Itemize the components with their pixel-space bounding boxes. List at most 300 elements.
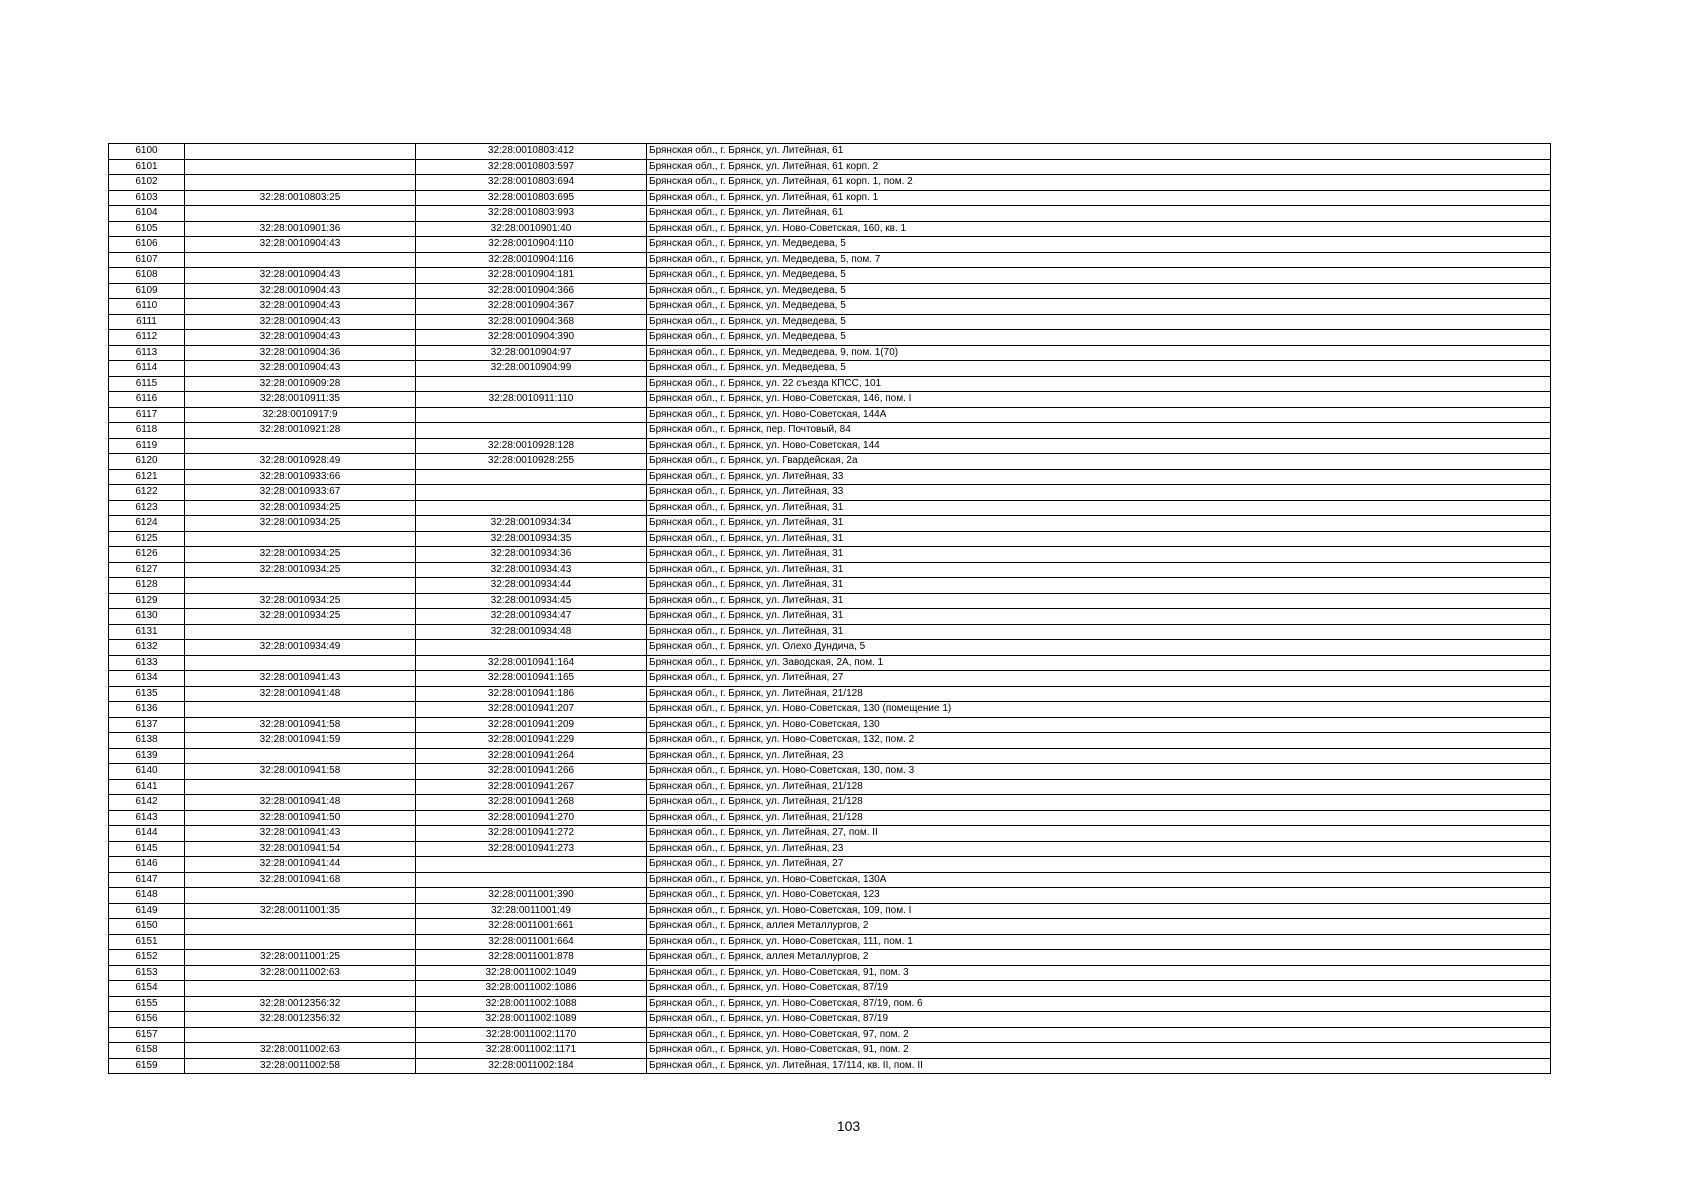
table-row (109, 283, 1551, 299)
land-cadastral-number-cell (185, 159, 416, 175)
land-cadastral-number-cell: 32:28:0010909:28 (185, 376, 416, 392)
land-cadastral-number-cell: 32:28:0010904:43 (185, 314, 416, 330)
table-row (109, 392, 1551, 408)
address-cell: Брянская обл., г. Брянск, ул. Литейная, 31 (647, 624, 1551, 640)
table-row (109, 299, 1551, 315)
address-cell: Брянская обл., г. Брянск, ул. Литейная, 31 (647, 531, 1551, 547)
row-number-cell: 6134 (109, 671, 185, 687)
table-row (109, 888, 1551, 904)
object-cadastral-number-cell: 32:28:0011002:1086 (416, 981, 647, 997)
land-cadastral-number-cell: 32:28:0010934:25 (185, 562, 416, 578)
object-cadastral-number-cell: 32:28:0010904:116 (416, 252, 647, 268)
row-number-cell: 6157 (109, 1027, 185, 1043)
row-number-cell: 6139 (109, 748, 185, 764)
object-cadastral-number-cell: 32:28:0010904:110 (416, 237, 647, 253)
land-cadastral-number-cell: 32:28:0010934:25 (185, 516, 416, 532)
land-cadastral-number-cell: 32:28:0010941:58 (185, 717, 416, 733)
address-cell: Брянская обл., г. Брянск, ул. Ново-Советская, 130 (помещение 1) (647, 702, 1551, 718)
address-cell: Брянская обл., г. Брянск, ул. Литейная, 23 (647, 748, 1551, 764)
address-cell: Брянская обл., г. Брянск, ул. Литейная, 17/114, кв. II, пом. II (647, 1058, 1551, 1074)
table-row (109, 919, 1551, 935)
address-cell: Брянская обл., г. Брянск, ул. Литейная, 31 (647, 562, 1551, 578)
page-number: 103 (836, 1118, 861, 1134)
object-cadastral-number-cell (416, 423, 647, 439)
table-row (109, 345, 1551, 361)
row-number-cell: 6112 (109, 330, 185, 346)
land-cadastral-number-cell: 32:28:0011002:63 (185, 965, 416, 981)
row-number-cell: 6121 (109, 469, 185, 485)
row-number-cell: 6145 (109, 841, 185, 857)
land-cadastral-number-cell: 32:28:0010941:59 (185, 733, 416, 749)
object-cadastral-number-cell: 32:28:0010941:186 (416, 686, 647, 702)
table-row (109, 516, 1551, 532)
address-cell: Брянская обл., г. Брянск, ул. Литейная, 31 (647, 609, 1551, 625)
object-cadastral-number-cell: 32:28:0010911:110 (416, 392, 647, 408)
row-number-cell: 6135 (109, 686, 185, 702)
row-number-cell: 6131 (109, 624, 185, 640)
address-cell: Брянская обл., г. Брянск, ул. Ново-Советская, 109, пом. I (647, 903, 1551, 919)
land-cadastral-number-cell: 32:28:0012356:32 (185, 1012, 416, 1028)
address-cell: Брянская обл., г. Брянск, ул. Ново-Советская, 91, пом. 3 (647, 965, 1551, 981)
row-number-cell: 6105 (109, 221, 185, 237)
land-cadastral-number-cell (185, 748, 416, 764)
address-cell: Брянская обл., г. Брянск, ул. Заводская, 2А, пом. 1 (647, 655, 1551, 671)
land-cadastral-number-cell: 32:28:0010904:43 (185, 283, 416, 299)
row-number-cell: 6128 (109, 578, 185, 594)
object-cadastral-number-cell: 32:28:0010941:207 (416, 702, 647, 718)
address-cell: Брянская обл., г. Брянск, аллея Металлургов, 2 (647, 950, 1551, 966)
object-cadastral-number-cell: 32:28:0010941:229 (416, 733, 647, 749)
object-cadastral-number-cell: 32:28:0011001:664 (416, 934, 647, 950)
land-cadastral-number-cell (185, 1027, 416, 1043)
address-cell: Брянская обл., г. Брянск, ул. Медведева, 5 (647, 314, 1551, 330)
address-cell: Брянская обл., г. Брянск, ул. 22 съезда КПСС, 101 (647, 376, 1551, 392)
row-number-cell: 6155 (109, 996, 185, 1012)
table-row (109, 500, 1551, 516)
table-row (109, 547, 1551, 563)
row-number-cell: 6116 (109, 392, 185, 408)
table-row (109, 826, 1551, 842)
object-cadastral-number-cell: 32:28:0011002:1171 (416, 1043, 647, 1059)
land-cadastral-number-cell (185, 438, 416, 454)
table-row (109, 965, 1551, 981)
address-cell: Брянская обл., г. Брянск, ул. Литейная, 61 (647, 206, 1551, 222)
table-row (109, 1027, 1551, 1043)
land-cadastral-number-cell: 32:28:0010904:43 (185, 237, 416, 253)
row-number-cell: 6111 (109, 314, 185, 330)
object-cadastral-number-cell: 32:28:0010941:267 (416, 779, 647, 795)
row-number-cell: 6100 (109, 144, 185, 160)
object-cadastral-number-cell: 32:28:0010904:97 (416, 345, 647, 361)
table-row (109, 330, 1551, 346)
land-cadastral-number-cell: 32:28:0011002:63 (185, 1043, 416, 1059)
table-row (109, 609, 1551, 625)
row-number-cell: 6132 (109, 640, 185, 656)
address-cell: Брянская обл., г. Брянск, ул. Ново-Советская, 146, пом. I (647, 392, 1551, 408)
row-number-cell: 6126 (109, 547, 185, 563)
land-cadastral-number-cell: 32:28:0010934:25 (185, 609, 416, 625)
row-number-cell: 6152 (109, 950, 185, 966)
address-cell: Брянская обл., г. Брянск, ул. Медведева, 5 (647, 299, 1551, 315)
row-number-cell: 6133 (109, 655, 185, 671)
address-cell: Брянская обл., г. Брянск, ул. Литейная, 31 (647, 516, 1551, 532)
address-cell: Брянская обл., г. Брянск, ул. Медведева, 9, пом. 1(70) (647, 345, 1551, 361)
table-row (109, 252, 1551, 268)
table-row (109, 733, 1551, 749)
address-cell: Брянская обл., г. Брянск, пер. Почтовый, 84 (647, 423, 1551, 439)
land-cadastral-number-cell: 32:28:0010934:25 (185, 547, 416, 563)
row-number-cell: 6125 (109, 531, 185, 547)
address-cell: Брянская обл., г. Брянск, ул. Ново-Советская, 144А (647, 407, 1551, 423)
land-cadastral-number-cell: 32:28:0010941:48 (185, 686, 416, 702)
table-row (109, 996, 1551, 1012)
object-cadastral-number-cell: 32:28:0010901:40 (416, 221, 647, 237)
land-cadastral-number-cell (185, 578, 416, 594)
table-row (109, 1012, 1551, 1028)
land-cadastral-number-cell (185, 981, 416, 997)
object-cadastral-number-cell: 32:28:0010934:43 (416, 562, 647, 578)
object-cadastral-number-cell: 32:28:0011001:390 (416, 888, 647, 904)
row-number-cell: 6129 (109, 593, 185, 609)
table-row (109, 981, 1551, 997)
object-cadastral-number-cell: 32:28:0011001:878 (416, 950, 647, 966)
address-cell: Брянская обл., г. Брянск, ул. Ново-Советская, 97, пом. 2 (647, 1027, 1551, 1043)
table-row (109, 454, 1551, 470)
table-row (109, 531, 1551, 547)
row-number-cell: 6147 (109, 872, 185, 888)
address-cell: Брянская обл., г. Брянск, ул. Литейная, 61 корп. 1, пом. 2 (647, 175, 1551, 191)
land-cadastral-number-cell: 32:28:0011002:58 (185, 1058, 416, 1074)
land-cadastral-number-cell: 32:28:0010904:43 (185, 299, 416, 315)
address-cell: Брянская обл., г. Брянск, ул. Литейная, 23 (647, 841, 1551, 857)
table-row (109, 206, 1551, 222)
table-row (109, 159, 1551, 175)
table-row (109, 857, 1551, 873)
row-number-cell: 6113 (109, 345, 185, 361)
table-row (109, 485, 1551, 501)
land-cadastral-number-cell (185, 934, 416, 950)
address-cell: Брянская обл., г. Брянск, ул. Медведева, 5 (647, 237, 1551, 253)
land-cadastral-number-cell (185, 206, 416, 222)
address-cell: Брянская обл., г. Брянск, ул. Ново-Советская, 87/19, пом. 6 (647, 996, 1551, 1012)
object-cadastral-number-cell: 32:28:0010904:366 (416, 283, 647, 299)
object-cadastral-number-cell: 32:28:0010941:264 (416, 748, 647, 764)
land-cadastral-number-cell: 32:28:0011001:25 (185, 950, 416, 966)
address-cell: Брянская обл., г. Брянск, ул. Ново-Советская, 87/19 (647, 981, 1551, 997)
table-row (109, 748, 1551, 764)
object-cadastral-number-cell: 32:28:0011002:1088 (416, 996, 647, 1012)
object-cadastral-number-cell (416, 407, 647, 423)
land-cadastral-number-cell: 32:28:0010904:43 (185, 361, 416, 377)
land-cadastral-number-cell: 32:28:0010904:43 (185, 268, 416, 284)
land-cadastral-number-cell (185, 531, 416, 547)
address-cell: Брянская обл., г. Брянск, ул. Литейная, 61 корп. 2 (647, 159, 1551, 175)
table-row (109, 376, 1551, 392)
row-number-cell: 6158 (109, 1043, 185, 1059)
row-number-cell: 6122 (109, 485, 185, 501)
object-cadastral-number-cell: 32:28:0010941:272 (416, 826, 647, 842)
address-cell: Брянская обл., г. Брянск, ул. Литейная, 31 (647, 578, 1551, 594)
land-cadastral-number-cell (185, 655, 416, 671)
object-cadastral-number-cell: 32:28:0011002:184 (416, 1058, 647, 1074)
address-cell: Брянская обл., г. Брянск, ул. Ново-Советская, 130, пом. 3 (647, 764, 1551, 780)
object-cadastral-number-cell: 32:28:0010941:266 (416, 764, 647, 780)
address-cell: Брянская обл., г. Брянск, аллея Металлургов, 2 (647, 919, 1551, 935)
table-row (109, 779, 1551, 795)
row-number-cell: 6118 (109, 423, 185, 439)
table-row (109, 314, 1551, 330)
object-cadastral-number-cell: 32:28:0010934:35 (416, 531, 647, 547)
row-number-cell: 6138 (109, 733, 185, 749)
row-number-cell: 6101 (109, 159, 185, 175)
row-number-cell: 6156 (109, 1012, 185, 1028)
land-cadastral-number-cell: 32:28:0010934:25 (185, 500, 416, 516)
row-number-cell: 6109 (109, 283, 185, 299)
table-row (109, 655, 1551, 671)
land-cadastral-number-cell: 32:28:0010933:67 (185, 485, 416, 501)
row-number-cell: 6103 (109, 190, 185, 206)
property-table (108, 143, 1551, 1074)
address-cell: Брянская обл., г. Брянск, ул. Литейная, 27, пом. II (647, 826, 1551, 842)
object-cadastral-number-cell: 32:28:0010934:36 (416, 547, 647, 563)
object-cadastral-number-cell: 32:28:0010941:165 (416, 671, 647, 687)
land-cadastral-number-cell (185, 779, 416, 795)
object-cadastral-number-cell: 32:28:0010803:412 (416, 144, 647, 160)
row-number-cell: 6108 (109, 268, 185, 284)
land-cadastral-number-cell: 32:28:0010941:44 (185, 857, 416, 873)
row-number-cell: 6141 (109, 779, 185, 795)
row-number-cell: 6107 (109, 252, 185, 268)
address-cell: Брянская обл., г. Брянск, ул. Литейная, 61 корп. 1 (647, 190, 1551, 206)
address-cell: Брянская обл., г. Брянск, ул. Ново-Советская, 130 (647, 717, 1551, 733)
address-cell: Брянская обл., г. Брянск, ул. Литейная, 21/128 (647, 686, 1551, 702)
row-number-cell: 6115 (109, 376, 185, 392)
address-cell: Брянская обл., г. Брянск, ул. Ново-Советская, 132, пом. 2 (647, 733, 1551, 749)
object-cadastral-number-cell: 32:28:0010904:181 (416, 268, 647, 284)
land-cadastral-number-cell: 32:28:0010904:36 (185, 345, 416, 361)
table-row (109, 686, 1551, 702)
table-row (109, 795, 1551, 811)
land-cadastral-number-cell: 32:28:0010928:49 (185, 454, 416, 470)
address-cell: Брянская обл., г. Брянск, ул. Ново-Советская, 160, кв. 1 (647, 221, 1551, 237)
object-cadastral-number-cell: 32:28:0010928:128 (416, 438, 647, 454)
table-row (109, 407, 1551, 423)
row-number-cell: 6159 (109, 1058, 185, 1074)
object-cadastral-number-cell: 32:28:0010904:367 (416, 299, 647, 315)
table-row (109, 1058, 1551, 1074)
object-cadastral-number-cell (416, 640, 647, 656)
object-cadastral-number-cell: 32:28:0011001:661 (416, 919, 647, 935)
object-cadastral-number-cell: 32:28:0010904:368 (416, 314, 647, 330)
row-number-cell: 6150 (109, 919, 185, 935)
object-cadastral-number-cell (416, 500, 647, 516)
land-cadastral-number-cell: 32:28:0010901:36 (185, 221, 416, 237)
land-cadastral-number-cell: 32:28:0010904:43 (185, 330, 416, 346)
table-row (109, 841, 1551, 857)
row-number-cell: 6124 (109, 516, 185, 532)
object-cadastral-number-cell: 32:28:0010803:993 (416, 206, 647, 222)
object-cadastral-number-cell: 32:28:0010934:47 (416, 609, 647, 625)
object-cadastral-number-cell: 32:28:0010934:34 (416, 516, 647, 532)
table-row (109, 872, 1551, 888)
table-row (109, 438, 1551, 454)
object-cadastral-number-cell: 32:28:0010941:209 (416, 717, 647, 733)
table-row (109, 624, 1551, 640)
row-number-cell: 6130 (109, 609, 185, 625)
object-cadastral-number-cell (416, 376, 647, 392)
table-row (109, 903, 1551, 919)
object-cadastral-number-cell (416, 469, 647, 485)
land-cadastral-number-cell: 32:28:0010921:28 (185, 423, 416, 439)
land-cadastral-number-cell: 32:28:0010941:43 (185, 826, 416, 842)
table-row (109, 702, 1551, 718)
table-row (109, 175, 1551, 191)
table-row (109, 950, 1551, 966)
object-cadastral-number-cell: 32:28:0010904:390 (416, 330, 647, 346)
table-row (109, 671, 1551, 687)
address-cell: Брянская обл., г. Брянск, ул. Литейная, 33 (647, 469, 1551, 485)
address-cell: Брянская обл., г. Брянск, ул. Ново-Советская, 91, пом. 2 (647, 1043, 1551, 1059)
row-number-cell: 6117 (109, 407, 185, 423)
address-cell: Брянская обл., г. Брянск, ул. Медведева, 5 (647, 361, 1551, 377)
row-number-cell: 6144 (109, 826, 185, 842)
table-row (109, 593, 1551, 609)
row-number-cell: 6140 (109, 764, 185, 780)
table-row (109, 144, 1551, 160)
land-cadastral-number-cell: 32:28:0010941:48 (185, 795, 416, 811)
table-row (109, 361, 1551, 377)
land-cadastral-number-cell: 32:28:0012356:32 (185, 996, 416, 1012)
row-number-cell: 6102 (109, 175, 185, 191)
address-cell: Брянская обл., г. Брянск, ул. Ново-Советская, 111, пом. 1 (647, 934, 1551, 950)
object-cadastral-number-cell: 32:28:0011002:1049 (416, 965, 647, 981)
address-cell: Брянская обл., г. Брянск, ул. Ново-Советская, 123 (647, 888, 1551, 904)
address-cell: Брянская обл., г. Брянск, ул. Литейная, 31 (647, 547, 1551, 563)
object-cadastral-number-cell: 32:28:0010941:164 (416, 655, 647, 671)
land-cadastral-number-cell (185, 888, 416, 904)
row-number-cell: 6104 (109, 206, 185, 222)
address-cell: Брянская обл., г. Брянск, ул. Литейная, 21/128 (647, 810, 1551, 826)
row-number-cell: 6151 (109, 934, 185, 950)
address-cell: Брянская обл., г. Брянск, ул. Литейная, 21/128 (647, 795, 1551, 811)
row-number-cell: 6148 (109, 888, 185, 904)
land-cadastral-number-cell: 32:28:0010911:35 (185, 392, 416, 408)
address-cell: Брянская обл., г. Брянск, ул. Медведева, 5 (647, 283, 1551, 299)
object-cadastral-number-cell: 32:28:0011001:49 (416, 903, 647, 919)
land-cadastral-number-cell: 32:28:0010941:43 (185, 671, 416, 687)
address-cell: Брянская обл., г. Брянск, ул. Литейная, 31 (647, 500, 1551, 516)
land-cadastral-number-cell (185, 144, 416, 160)
address-cell: Брянская обл., г. Брянск, ул. Литейная, 33 (647, 485, 1551, 501)
row-number-cell: 6149 (109, 903, 185, 919)
row-number-cell: 6153 (109, 965, 185, 981)
row-number-cell: 6137 (109, 717, 185, 733)
table-row (109, 423, 1551, 439)
table-row (109, 1043, 1551, 1059)
object-cadastral-number-cell: 32:28:0010934:48 (416, 624, 647, 640)
land-cadastral-number-cell: 32:28:0010917:9 (185, 407, 416, 423)
table-row (109, 934, 1551, 950)
table-row (109, 237, 1551, 253)
table-row (109, 221, 1551, 237)
row-number-cell: 6143 (109, 810, 185, 826)
row-number-cell: 6106 (109, 237, 185, 253)
row-number-cell: 6119 (109, 438, 185, 454)
table-row (109, 810, 1551, 826)
land-cadastral-number-cell: 32:28:0010941:58 (185, 764, 416, 780)
row-number-cell: 6114 (109, 361, 185, 377)
address-cell: Брянская обл., г. Брянск, ул. Олехо Дундича, 5 (647, 640, 1551, 656)
address-cell: Брянская обл., г. Брянск, ул. Ново-Советская, 144 (647, 438, 1551, 454)
object-cadastral-number-cell: 32:28:0010941:270 (416, 810, 647, 826)
object-cadastral-number-cell: 32:28:0010934:45 (416, 593, 647, 609)
row-number-cell: 6154 (109, 981, 185, 997)
address-cell: Брянская обл., г. Брянск, ул. Литейная, 21/128 (647, 779, 1551, 795)
table-row (109, 717, 1551, 733)
address-cell: Брянская обл., г. Брянск, ул. Медведева, 5 (647, 330, 1551, 346)
object-cadastral-number-cell: 32:28:0010941:273 (416, 841, 647, 857)
table-row (109, 578, 1551, 594)
land-cadastral-number-cell: 32:28:0010941:54 (185, 841, 416, 857)
land-cadastral-number-cell (185, 919, 416, 935)
row-number-cell: 6123 (109, 500, 185, 516)
address-cell: Брянская обл., г. Брянск, ул. Гвардейская, 2а (647, 454, 1551, 470)
address-cell: Брянская обл., г. Брянск, ул. Медведева, 5, пом. 7 (647, 252, 1551, 268)
land-cadastral-number-cell: 32:28:0010941:50 (185, 810, 416, 826)
land-cadastral-number-cell (185, 175, 416, 191)
table-row (109, 640, 1551, 656)
row-number-cell: 6136 (109, 702, 185, 718)
object-cadastral-number-cell (416, 485, 647, 501)
address-cell: Брянская обл., г. Брянск, ул. Ново-Советская, 130А (647, 872, 1551, 888)
land-cadastral-number-cell: 32:28:0010934:49 (185, 640, 416, 656)
land-cadastral-number-cell: 32:28:0010933:66 (185, 469, 416, 485)
table-row (109, 190, 1551, 206)
land-cadastral-number-cell (185, 252, 416, 268)
object-cadastral-number-cell: 32:28:0010928:255 (416, 454, 647, 470)
object-cadastral-number-cell: 32:28:0010941:268 (416, 795, 647, 811)
object-cadastral-number-cell: 32:28:0010904:99 (416, 361, 647, 377)
object-cadastral-number-cell: 32:28:0010803:597 (416, 159, 647, 175)
address-cell: Брянская обл., г. Брянск, ул. Медведева, 5 (647, 268, 1551, 284)
address-cell: Брянская обл., г. Брянск, ул. Ново-Советская, 87/19 (647, 1012, 1551, 1028)
address-cell: Брянская обл., г. Брянск, ул. Литейная, 27 (647, 671, 1551, 687)
object-cadastral-number-cell: 32:28:0011002:1089 (416, 1012, 647, 1028)
table-row (109, 764, 1551, 780)
address-cell: Брянская обл., г. Брянск, ул. Литейная, 61 (647, 144, 1551, 160)
land-cadastral-number-cell (185, 624, 416, 640)
object-cadastral-number-cell: 32:28:0010803:695 (416, 190, 647, 206)
land-cadastral-number-cell: 32:28:0011001:35 (185, 903, 416, 919)
row-number-cell: 6127 (109, 562, 185, 578)
object-cadastral-number-cell: 32:28:0010934:44 (416, 578, 647, 594)
row-number-cell: 6110 (109, 299, 185, 315)
row-number-cell: 6146 (109, 857, 185, 873)
property-table-body (109, 144, 1551, 1074)
land-cadastral-number-cell: 32:28:0010803:25 (185, 190, 416, 206)
object-cadastral-number-cell (416, 872, 647, 888)
object-cadastral-number-cell (416, 857, 647, 873)
object-cadastral-number-cell: 32:28:0011002:1170 (416, 1027, 647, 1043)
land-cadastral-number-cell (185, 702, 416, 718)
object-cadastral-number-cell: 32:28:0010803:694 (416, 175, 647, 191)
table-row (109, 469, 1551, 485)
table-row (109, 268, 1551, 284)
row-number-cell: 6120 (109, 454, 185, 470)
row-number-cell: 6142 (109, 795, 185, 811)
land-cadastral-number-cell: 32:28:0010941:68 (185, 872, 416, 888)
address-cell: Брянская обл., г. Брянск, ул. Литейная, 27 (647, 857, 1551, 873)
